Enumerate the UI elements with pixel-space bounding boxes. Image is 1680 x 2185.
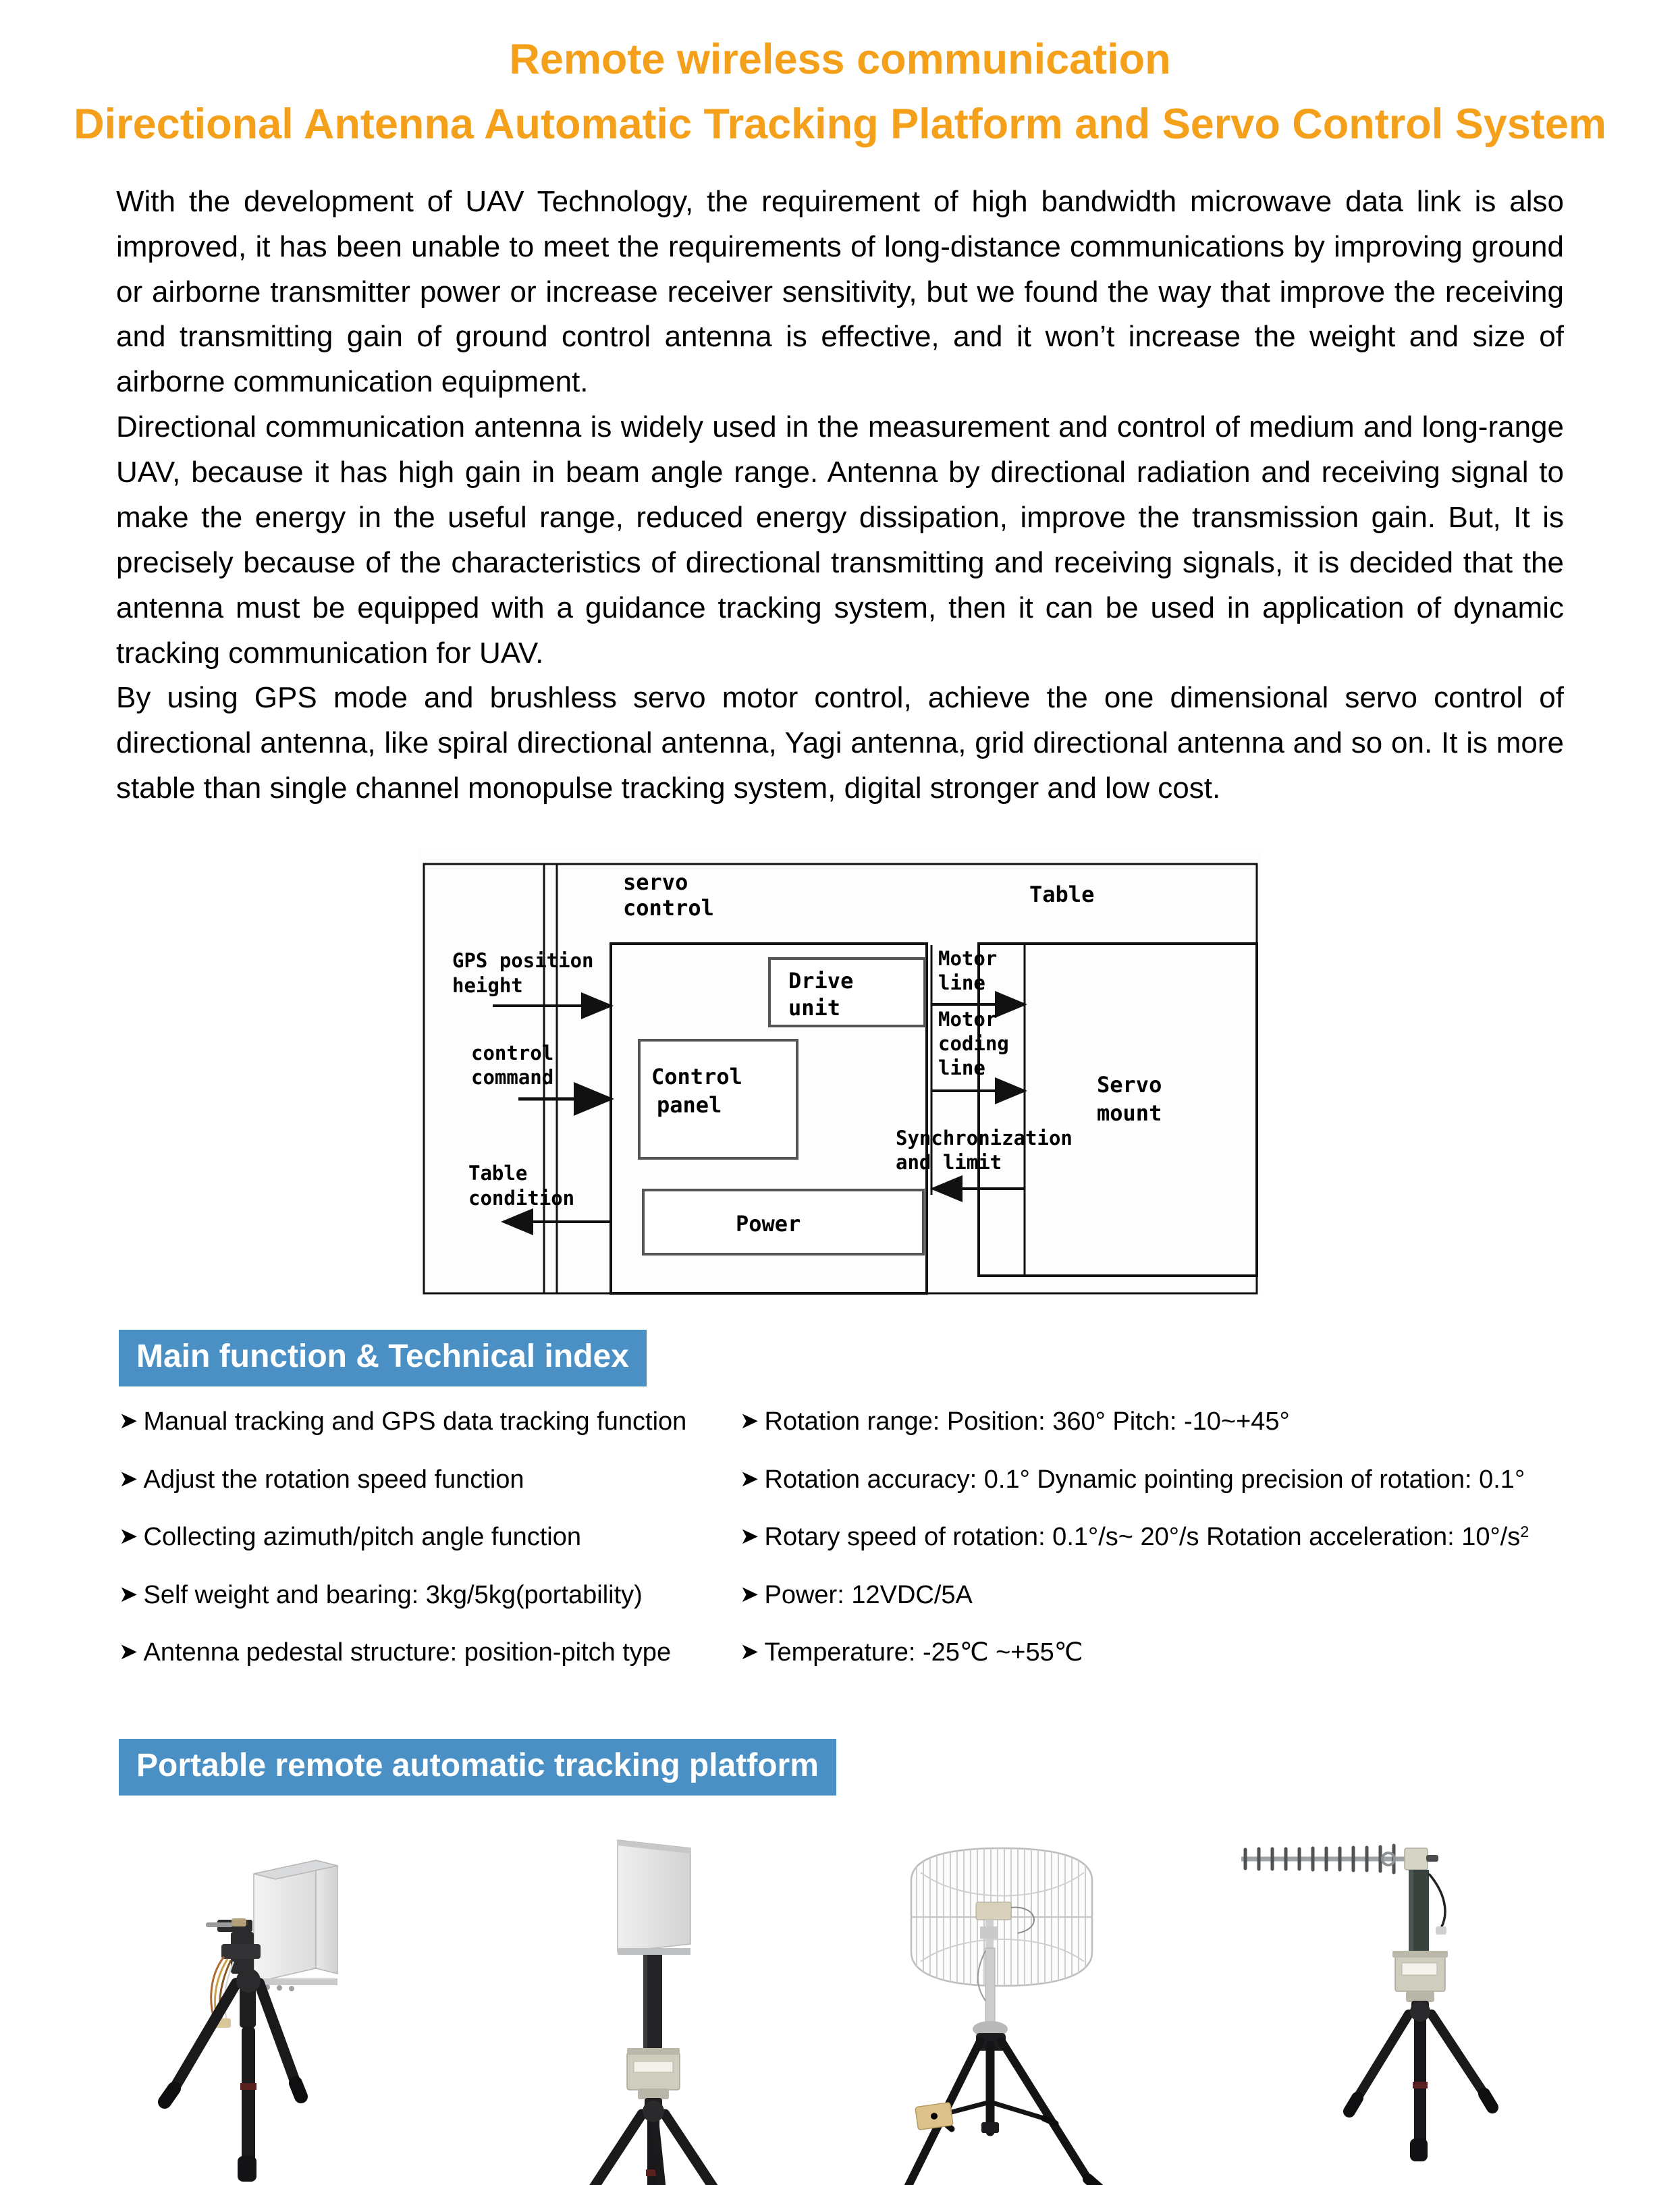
photo-panel-antenna-tripod: [135, 1818, 486, 2185]
diagram-link-motor-line-2: line: [938, 971, 985, 995]
diagram-link-sync-2: and limit: [895, 1151, 1002, 1175]
arrow-bullet-icon: ➤: [740, 1580, 759, 1608]
spec-item-rotary-speed: [740, 1522, 1536, 1553]
diagram-label-servo-control-2: control: [622, 895, 714, 921]
spec-item-power: [740, 1580, 1536, 1611]
photo-grid-parabolic-antenna-tripod: [841, 1818, 1192, 2185]
system-block-diagram: [0, 849, 1680, 1295]
title-line-2: Directional Antenna Automatic Tracking Platform and Servo Control System: [74, 100, 1606, 148]
diagram-label-servo-control-1: servo: [622, 869, 688, 896]
arrow-bullet-icon: ➤: [119, 1407, 138, 1435]
diagram-frame: [418, 849, 1262, 1295]
spec-item-self-weight: [119, 1580, 740, 1611]
page-title: [0, 0, 1680, 153]
spec-item-temperature: [740, 1638, 1536, 1669]
intro-text: [116, 180, 1564, 811]
spec-label: Adjust the rotation speed function: [143, 1465, 524, 1494]
spec-label: Power: 12VDC/5A: [764, 1580, 973, 1609]
spec-label: Rotation range: Position: 360° Pitch: -10~+45°: [764, 1407, 1290, 1436]
product-photo-strip: [135, 1818, 1545, 2185]
diagram-link-motor-coding-2: coding: [938, 1032, 1009, 1056]
diagram-box-power: Power: [735, 1211, 801, 1237]
paragraph-2: Directional communication antenna is widely used in the measurement and control of medium and long-range UAV, because it has high gain in beam angle range. Antenna by directional radiation and receiving signal to make the energy in the useful range, reduced energy dissipation, improve the transmission gain. But, It is precisely because of the characteristics of directional transmitting and receiving signals, it is decided that the antenna must be equipped with a guidance tracking system, then it can be used in application of dynamic tracking communication for UAV.: [116, 410, 1564, 670]
diagram-input-gps-1: GPS position: [452, 949, 594, 973]
diagram-box-control-panel-2: panel: [656, 1092, 722, 1118]
spec-item-pedestal-structure: [119, 1638, 740, 1669]
diagram-label-servo-mount-2: mount: [1096, 1100, 1162, 1127]
title-line-1: Remote wireless communication: [509, 36, 1171, 83]
paragraph-3: By using GPS mode and brushless servo motor control, achieve the one dimensional servo control of directional antenna, like spiral directional antenna, Yagi antenna, grid directional antenna and so on. It is more stable than single channel monopulse tracking system, digital stronger and low cost.: [116, 681, 1564, 805]
diagram-link-motor-coding-3: line: [938, 1056, 985, 1080]
spec-label: Rotary speed of rotation: 0.1°/s~ 20°/s Rotation acceleration: 10°/s: [764, 1523, 1521, 1552]
diagram-input-control-2: command: [470, 1066, 553, 1089]
flat-panel-antenna-illustration: [488, 1818, 839, 2185]
diagram-output-table-1: Table: [468, 1162, 527, 1185]
arrow-bullet-icon: ➤: [119, 1465, 138, 1492]
spec-item-azimuth-pitch: [119, 1522, 740, 1553]
diagram-box-control-panel-1: Control: [651, 1064, 742, 1090]
arrow-bullet-icon: ➤: [740, 1638, 759, 1666]
grid-parabolic-antenna-illustration: [841, 1818, 1192, 2185]
banner-portable-platform: Portable remote automatic tracking platform: [119, 1739, 836, 1796]
spec-label: Collecting azimuth/pitch angle function: [143, 1523, 581, 1552]
arrow-bullet-icon: ➤: [119, 1580, 138, 1608]
diagram-output-table-2: condition: [468, 1187, 574, 1210]
arrow-bullet-icon: ➤: [119, 1523, 138, 1550]
diagram-box-drive-unit-2: unit: [788, 995, 840, 1021]
diagram-box-drive-unit-1: Drive: [788, 968, 853, 994]
photo-yagi-antenna-tripod: [1194, 1818, 1545, 2185]
spec-column-right: [740, 1407, 1536, 1669]
section-main-function: [0, 1330, 1680, 1386]
diagram-input-gps-2: height: [452, 974, 523, 998]
spec-label: Rotation accuracy: 0.1° Dynamic pointing precision of rotation: 0.1°: [764, 1465, 1525, 1494]
section-portable-platform: [0, 1739, 1680, 1796]
spec-item-manual-tracking: [119, 1407, 740, 1438]
diagram-link-sync-1: Synchronization: [895, 1127, 1073, 1150]
spec-label: Antenna pedestal structure: position-pitch type: [143, 1638, 672, 1667]
spec-label: Self weight and bearing: 3kg/5kg(portability): [143, 1580, 643, 1609]
panel-antenna-illustration: [135, 1818, 486, 2185]
arrow-bullet-icon: ➤: [740, 1407, 759, 1435]
arrow-bullet-icon: ➤: [740, 1465, 759, 1492]
diagram-link-motor-coding-1: Motor: [938, 1008, 997, 1031]
banner-main-function: Main function & Technical index: [119, 1330, 647, 1386]
yagi-antenna-illustration: [1194, 1818, 1545, 2185]
spec-item-rotation-accuracy: [740, 1465, 1536, 1496]
spec-label-superscript: 2: [1520, 1523, 1529, 1541]
diagram-input-control-1: control: [470, 1042, 553, 1065]
arrow-bullet-icon: ➤: [119, 1638, 138, 1666]
paragraph-1: With the development of UAV Technology, the requirement of high bandwidth microwave data link is also improved, it has been unable to meet the requirements of long-distance communications by improving ground or airborne transmitter power or increase receiver sensitivity, but we found the way that improve the receiving and transmitting gain of ground control antenna is effective, and it won’t increase the weight and size of airborne communication equipment.: [116, 184, 1564, 399]
arrow-bullet-icon: ➤: [740, 1523, 759, 1550]
diagram-label-table: Table: [1029, 882, 1094, 908]
diagram-svg: [418, 849, 1262, 1295]
diagram-link-motor-line-1: Motor: [938, 947, 997, 971]
spec-column-left: [119, 1407, 740, 1669]
diagram-label-servo-mount-1: Servo: [1096, 1072, 1162, 1098]
spec-item-rotation-speed: [119, 1465, 740, 1496]
spec-item-rotation-range: [740, 1407, 1536, 1438]
technical-index-columns: [119, 1407, 1561, 1669]
spec-label: Manual tracking and GPS data tracking function: [143, 1407, 687, 1436]
photo-flat-panel-antenna-tripod: [488, 1818, 839, 2185]
spec-label: Temperature: -25℃ ~+55℃: [764, 1638, 1083, 1667]
